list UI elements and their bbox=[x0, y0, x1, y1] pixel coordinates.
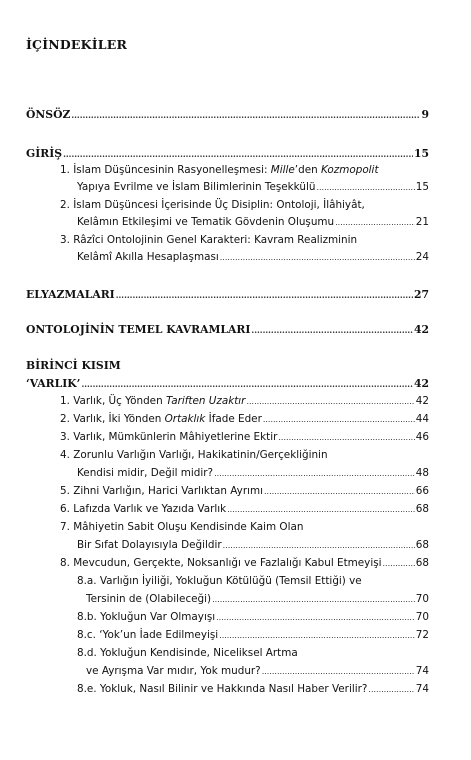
toc-text-italic: Ortaklık bbox=[164, 413, 206, 425]
toc-entry-title: 5. Zihni Varlığın, Harici Varlıktan Ayrımı bbox=[60, 485, 263, 497]
dot-leader bbox=[246, 398, 414, 406]
toc-entry-v3[interactable] bbox=[60, 431, 429, 443]
page-number: 9 bbox=[421, 108, 429, 121]
toc-entry-title: 6. Lafızda Varlık ve Yazıda Varlık bbox=[60, 503, 227, 515]
dot-leader bbox=[71, 111, 420, 119]
toc-entry-v8b[interactable] bbox=[77, 611, 429, 623]
dot-leader bbox=[223, 542, 415, 550]
toc-entry-v8[interactable] bbox=[60, 557, 429, 569]
page-title: İÇİNDEKİLER bbox=[26, 37, 128, 52]
page-number: 27 bbox=[413, 288, 429, 301]
dot-leader bbox=[383, 560, 415, 568]
toc-entry-varlik[interactable] bbox=[26, 377, 429, 390]
toc-entry-title: 3. Varlık, Mümkünlerin Mâhiyetlerine Ektir bbox=[60, 431, 278, 443]
toc-entry-g3-line1[interactable]: 3. Râzîci Ontolojinin Genel Karakteri: Kavram Realizminin bbox=[60, 234, 358, 246]
toc-entry-title: ‘VARLIK’ bbox=[26, 377, 81, 390]
toc-entry-giris[interactable] bbox=[26, 147, 429, 160]
page-number: 68 bbox=[415, 557, 429, 569]
toc-entry-v6[interactable] bbox=[60, 503, 429, 515]
toc-entry-v2[interactable] bbox=[60, 413, 429, 425]
page-number: 72 bbox=[415, 629, 429, 641]
toc-text-italic: Kozmopolit bbox=[320, 164, 379, 176]
toc-entry-v4-line2[interactable] bbox=[77, 467, 429, 479]
dot-leader bbox=[263, 416, 415, 424]
dot-leader bbox=[251, 326, 413, 334]
toc-text-italic: Mille bbox=[270, 164, 295, 176]
page-number: 15 bbox=[413, 147, 429, 160]
toc-entry-v8e[interactable] bbox=[77, 683, 429, 695]
page-number: 68 bbox=[415, 503, 429, 515]
toc-entry-v5[interactable] bbox=[60, 485, 429, 497]
dot-leader bbox=[278, 434, 414, 442]
toc-entry-title: Kendisi midir, Değil midir? bbox=[77, 467, 214, 479]
page-number: 48 bbox=[415, 467, 429, 479]
dot-leader bbox=[227, 506, 415, 514]
toc-entry-title: 8.b. Yokluğun Var Olmayışı bbox=[77, 611, 216, 623]
toc-entry-title: Tersinin de (Olabileceği) bbox=[86, 593, 212, 605]
page-number: 74 bbox=[415, 683, 429, 695]
dot-leader bbox=[316, 184, 414, 192]
toc-entry-title: 8.c. ‘Yok’un İade Edilmeyişi bbox=[77, 629, 219, 641]
dot-leader bbox=[212, 596, 415, 604]
page-number: 21 bbox=[415, 216, 429, 228]
dot-leader bbox=[264, 488, 415, 496]
toc-entry-title: ve Ayrışma Var mıdır, Yok mudur? bbox=[86, 665, 261, 677]
toc-entry-v7-line1[interactable]: 7. Mâhiyetin Sabit Oluşu Kendisinde Kaim Olan bbox=[60, 521, 304, 533]
toc-entry-g1-line2[interactable] bbox=[77, 181, 429, 193]
dot-leader bbox=[220, 254, 415, 262]
dot-leader bbox=[219, 632, 415, 640]
toc-entry-g2-line1[interactable]: 2. İslam Düşüncesi İçerisinde Üç Disiplin: Ontoloji, İlâhiyât, bbox=[60, 199, 365, 211]
toc-text: 1. Varlık, Üç Yönden bbox=[60, 395, 166, 407]
toc-text-italic: Tariften Uzaktır bbox=[165, 395, 246, 407]
toc-entry-v8d-line2[interactable] bbox=[86, 665, 429, 677]
toc-entry-v8d-line1[interactable]: 8.d. Yokluğun Kendisinde, Niceliksel Artma bbox=[77, 647, 298, 659]
page-number: 42 bbox=[413, 377, 429, 390]
section-title-birinci-kisim: BİRİNCİ KISIM bbox=[26, 359, 121, 372]
toc-entry-v1[interactable] bbox=[60, 395, 429, 407]
page-number: 70 bbox=[415, 611, 429, 623]
toc-text: 1. İslam Düşüncesinin Rasyonelleşmesi: bbox=[60, 164, 271, 176]
toc-entry-v4-line1[interactable]: 4. Zorunlu Varlığın Varlığı, Hakikatinin/Gerçekliğinin bbox=[60, 449, 328, 461]
toc-entry-ontoloji[interactable] bbox=[26, 323, 429, 336]
page-number: 15 bbox=[415, 181, 429, 193]
toc-text: ’den bbox=[294, 164, 321, 176]
toc-entry-v8a-line2[interactable] bbox=[86, 593, 429, 605]
page-number: 44 bbox=[415, 413, 429, 425]
toc-entry-title: ELYAZMALARI bbox=[26, 288, 115, 301]
page-number: 24 bbox=[415, 251, 429, 263]
toc-entry-title: GİRİŞ bbox=[26, 147, 63, 160]
page-number: 42 bbox=[413, 323, 429, 336]
dot-leader bbox=[262, 668, 415, 676]
toc-entry-v7-line2[interactable] bbox=[77, 539, 429, 551]
toc-entry-g2-line2[interactable] bbox=[77, 216, 429, 228]
toc-entry-title bbox=[60, 413, 262, 425]
dot-leader bbox=[116, 291, 413, 299]
dot-leader bbox=[335, 219, 415, 227]
toc-entry-title: 8.e. Yokluk, Nasıl Bilinir ve Hakkında Nasıl Haber Verilir? bbox=[77, 683, 368, 695]
toc-entry-title: Yapıya Evrilme ve İslam Bilimlerinin Teşekkülü bbox=[77, 181, 316, 193]
toc-entry-title: 8. Mevcudun, Gerçekte, Noksanlığı ve Fazlalığı Kabul Etmeyişi bbox=[60, 557, 382, 569]
page-number: 74 bbox=[415, 665, 429, 677]
toc-entry-title: ÖNSÖZ bbox=[26, 108, 71, 121]
toc-entry-title: Kelâmî Akılla Hesaplaşması bbox=[77, 251, 219, 263]
page-number: 68 bbox=[415, 539, 429, 551]
toc-entry-elyazmalari[interactable] bbox=[26, 288, 429, 301]
dot-leader bbox=[368, 686, 414, 694]
toc-entry-g3-line2[interactable] bbox=[77, 251, 429, 263]
dot-leader bbox=[216, 614, 415, 622]
toc-entry-g1-line1[interactable] bbox=[60, 164, 379, 176]
toc-text: İfade Eder bbox=[205, 413, 262, 425]
dot-leader bbox=[214, 470, 415, 478]
page-number: 42 bbox=[415, 395, 429, 407]
toc-entry-onsoz[interactable] bbox=[26, 108, 429, 121]
toc-text: 2. Varlık, İki Yönden bbox=[60, 413, 165, 425]
page-number: 70 bbox=[415, 593, 429, 605]
dot-leader bbox=[81, 380, 413, 388]
toc-entry-v8a-line1[interactable]: 8.a. Varlığın İyiliği, Yokluğun Kötülüğü (Temsil Ettiği) ve bbox=[77, 575, 362, 587]
toc-entry-title: Bir Sıfat Dolayısıyla Değildir bbox=[77, 539, 222, 551]
dot-leader bbox=[63, 150, 413, 158]
toc-entry-title: Kelâmın Etkileşimi ve Tematik Gövdenin Oluşumu bbox=[77, 216, 335, 228]
page-number: 66 bbox=[415, 485, 429, 497]
toc-entry-title bbox=[60, 395, 245, 407]
toc-entry-title: ONTOLOJİNİN TEMEL KAVRAMLARI bbox=[26, 323, 251, 336]
toc-entry-v8c[interactable] bbox=[77, 629, 429, 641]
page-number: 46 bbox=[415, 431, 429, 443]
